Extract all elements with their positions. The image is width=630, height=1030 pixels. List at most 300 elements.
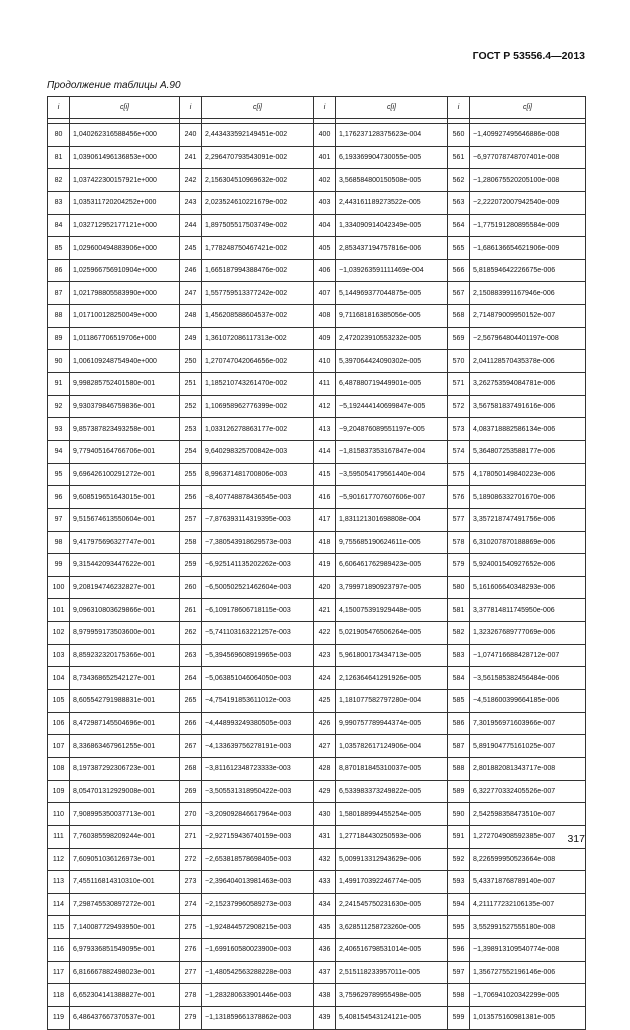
page-number: 317 — [567, 833, 585, 845]
coefficient-cell: −2,927159436740159e-003 — [202, 825, 314, 848]
index-cell: 417 — [314, 508, 336, 531]
coefficient-cell: 1,778248750467421e-002 — [202, 237, 314, 260]
index-cell: 279 — [180, 1006, 202, 1029]
index-cell: 586 — [448, 712, 470, 735]
table-row — [48, 418, 586, 441]
index-cell: 250 — [180, 350, 202, 373]
coefficient-cell: 3,377814811745950e-006 — [470, 599, 586, 622]
index-cell: 426 — [314, 712, 336, 735]
coefficient-cell: −3,561585382456484e-006 — [470, 667, 586, 690]
table-row — [48, 214, 586, 237]
coefficient-cell: 2,443161189273522e-005 — [336, 191, 448, 214]
coefficient-cell: 9,515674613550604e-001 — [70, 508, 180, 531]
index-cell: 590 — [448, 803, 470, 826]
coefficient-cell: 7,140087729493950e-001 — [70, 916, 180, 939]
coefficient-cell: 2,542598358473510e-007 — [470, 803, 586, 826]
index-cell: 581 — [448, 599, 470, 622]
index-cell: 563 — [448, 191, 470, 214]
coefficient-cell: 6,979336851549095e-001 — [70, 939, 180, 962]
coefficient-cell: −5,741103163221257e-003 — [202, 622, 314, 645]
table-row — [48, 508, 586, 531]
index-cell: 251 — [180, 373, 202, 396]
index-cell: 422 — [314, 622, 336, 645]
index-cell: 240 — [180, 124, 202, 147]
index-cell: 410 — [314, 350, 336, 373]
coefficient-cell: 9,696426100291272e-001 — [70, 463, 180, 486]
coefficient-cell: −6,977078748707401e-008 — [470, 146, 586, 169]
index-cell: 116 — [48, 939, 70, 962]
coefficient-cell: 1,021798805583990e+000 — [70, 282, 180, 305]
coefficient-cell: −4,133639756278191e-003 — [202, 735, 314, 758]
coefficient-cell: 5,397064424090302e-005 — [336, 350, 448, 373]
header-coefficient: c[i] — [202, 97, 314, 119]
index-cell: 561 — [448, 146, 470, 169]
table-row — [48, 961, 586, 984]
index-cell: 566 — [448, 259, 470, 282]
coefficient-cell: −3,595054179561440e-004 — [336, 463, 448, 486]
index-cell: 100 — [48, 576, 70, 599]
index-cell: 423 — [314, 644, 336, 667]
table-row — [48, 644, 586, 667]
index-cell: 248 — [180, 305, 202, 328]
coefficient-cell: 1,032712952177121e+000 — [70, 214, 180, 237]
index-cell: 263 — [180, 644, 202, 667]
coefficient-cell: 9,755685190624611e-005 — [336, 531, 448, 554]
index-cell: 99 — [48, 554, 70, 577]
index-cell: 598 — [448, 984, 470, 1007]
table-row — [48, 395, 586, 418]
index-cell: 560 — [448, 124, 470, 147]
header-index: i — [180, 97, 202, 119]
coefficient-cell: 1,006109248754940e+000 — [70, 350, 180, 373]
table-row — [48, 305, 586, 328]
coefficient-cell: 2,406516798531014e-005 — [336, 939, 448, 962]
coefficient-cell: 9,930379846759836e-001 — [70, 395, 180, 418]
table-row — [48, 757, 586, 780]
coefficient-cell: 1,665187994388476e-002 — [202, 259, 314, 282]
index-cell: 94 — [48, 440, 70, 463]
coefficient-cell: 1,580188994455254e-005 — [336, 803, 448, 826]
coefficient-cell: 2,472023910553232e-005 — [336, 327, 448, 350]
coefficient-cell: −1,039263591111469e-004 — [336, 259, 448, 282]
coefficient-cell: −1,699160580023900e-003 — [202, 939, 314, 962]
index-cell: 243 — [180, 191, 202, 214]
coefficient-cell: −1,409927495646886e-008 — [470, 124, 586, 147]
index-cell: 83 — [48, 191, 70, 214]
coefficient-cell: 2,041128570435378e-006 — [470, 350, 586, 373]
index-cell: 596 — [448, 939, 470, 962]
index-cell: 95 — [48, 463, 70, 486]
index-cell: 562 — [448, 169, 470, 192]
table-row — [48, 1006, 586, 1029]
index-cell: 570 — [448, 350, 470, 373]
index-cell: 267 — [180, 735, 202, 758]
table-caption: Продолжение таблицы А.90 — [47, 80, 181, 91]
table-row — [48, 803, 586, 826]
index-cell: 401 — [314, 146, 336, 169]
coefficient-cell: 2,515118233957011e-005 — [336, 961, 448, 984]
index-cell: 424 — [314, 667, 336, 690]
index-cell: 564 — [448, 214, 470, 237]
index-cell: 102 — [48, 622, 70, 645]
index-cell: 597 — [448, 961, 470, 984]
table-row — [48, 848, 586, 871]
coefficient-cell: 7,455116814310310e-001 — [70, 871, 180, 894]
coefficient-cell: −1,131859661378862e-003 — [202, 1006, 314, 1029]
index-cell: 105 — [48, 690, 70, 713]
index-cell: 408 — [314, 305, 336, 328]
coefficient-cell: −2,222072007942540e-009 — [470, 191, 586, 214]
index-cell: 572 — [448, 395, 470, 418]
index-cell: 115 — [48, 916, 70, 939]
coefficient-cell: 2,241545750231630e-005 — [336, 893, 448, 916]
header-index: i — [48, 97, 70, 119]
coefficient-cell: 5,433718768789140e-007 — [470, 871, 586, 894]
coefficient-cell: 1,033126278863177e-002 — [202, 418, 314, 441]
coefficient-cell: 7,298745530897272e-001 — [70, 893, 180, 916]
coefficient-cell: 1,039061496136853e+000 — [70, 146, 180, 169]
coefficient-cell: −2,152379960589273e-003 — [202, 893, 314, 916]
coefficient-cell: 5,144969377044875e-005 — [336, 282, 448, 305]
coefficient-cell: 7,301956971603966e-007 — [470, 712, 586, 735]
index-cell: 271 — [180, 825, 202, 848]
index-cell: 81 — [48, 146, 70, 169]
coefficient-cell: 1,185210743261470e-002 — [202, 373, 314, 396]
index-cell: 428 — [314, 757, 336, 780]
index-cell: 402 — [314, 169, 336, 192]
coefficient-cell: −3,209092846617964e-003 — [202, 803, 314, 826]
coefficient-cell: 2,156304510969632e-002 — [202, 169, 314, 192]
table-row — [48, 237, 586, 260]
coefficient-cell: 9,608519651643015e-001 — [70, 486, 180, 509]
coefficient-cell: −2,567964804401197e-008 — [470, 327, 586, 350]
index-cell: 242 — [180, 169, 202, 192]
index-cell: 88 — [48, 305, 70, 328]
index-cell: 241 — [180, 146, 202, 169]
coefficient-cell: 9,998285752401580e-001 — [70, 373, 180, 396]
index-cell: 584 — [448, 667, 470, 690]
coefficient-cell: 1,277184430250593e-006 — [336, 825, 448, 848]
index-cell: 432 — [314, 848, 336, 871]
index-cell: 404 — [314, 214, 336, 237]
table-row — [48, 373, 586, 396]
coefficient-cell: −1,706941020342299e-005 — [470, 984, 586, 1007]
coefficient-cell: 9,417975696327747e-001 — [70, 531, 180, 554]
coefficient-cell: 6,193369904730055e-005 — [336, 146, 448, 169]
table-row — [48, 599, 586, 622]
coefficient-cell: −6,109178606718115e-003 — [202, 599, 314, 622]
index-cell: 85 — [48, 237, 70, 260]
index-cell: 576 — [448, 486, 470, 509]
coefficient-cell: 4,178050149840223e-006 — [470, 463, 586, 486]
index-cell: 260 — [180, 576, 202, 599]
coefficient-cell: 5,924001540927652e-006 — [470, 554, 586, 577]
coefficient-cell: 8,197387292306723e-001 — [70, 757, 180, 780]
index-cell: 565 — [448, 237, 470, 260]
index-cell: 252 — [180, 395, 202, 418]
coefficient-cell: 9,857387823493258e-001 — [70, 418, 180, 441]
index-cell: 113 — [48, 871, 70, 894]
index-cell: 591 — [448, 825, 470, 848]
index-cell: 414 — [314, 440, 336, 463]
coefficient-cell: −2,396404013981463e-003 — [202, 871, 314, 894]
table-row — [48, 169, 586, 192]
index-cell: 400 — [314, 124, 336, 147]
coefficient-cell: −1,280675520205100e-008 — [470, 169, 586, 192]
index-cell: 412 — [314, 395, 336, 418]
coefficient-cell: 5,961800173434713e-005 — [336, 644, 448, 667]
index-cell: 82 — [48, 169, 70, 192]
coefficient-cell: −5,394569608919965e-003 — [202, 644, 314, 667]
coefficient-cell: 2,023524610221679e-002 — [202, 191, 314, 214]
coefficient-cell: 1,025966756910904e+000 — [70, 259, 180, 282]
coefficient-cell: −8,407748878436545e-003 — [202, 486, 314, 509]
index-cell: 108 — [48, 757, 70, 780]
coefficient-cell: 8,054701312929008e-001 — [70, 780, 180, 803]
index-cell: 278 — [180, 984, 202, 1007]
header-index: i — [314, 97, 336, 119]
coefficient-cell: 5,021905476506264e-005 — [336, 622, 448, 645]
table-row — [48, 146, 586, 169]
coefficient-cell: 1,831121301698808e-004 — [336, 508, 448, 531]
index-cell: 86 — [48, 259, 70, 282]
coefficient-cell: 5,818594642226675e-006 — [470, 259, 586, 282]
coefficient-cell: −1,815837353167847e-004 — [336, 440, 448, 463]
coefficient-cell: −5,901617707607606e-007 — [336, 486, 448, 509]
coefficient-cell: 1,040262316588456e+000 — [70, 124, 180, 147]
coefficient-cell: −1,686136654621906e-009 — [470, 237, 586, 260]
index-cell: 272 — [180, 848, 202, 871]
coefficient-cell: 1,011867706519706e+000 — [70, 327, 180, 350]
coefficient-cell: 9,990757789944374e-005 — [336, 712, 448, 735]
coefficient-cell: 2,801882081343717e-008 — [470, 757, 586, 780]
index-cell: 244 — [180, 214, 202, 237]
header-index: i — [448, 97, 470, 119]
coefficient-cell: −4,448993249380505e-003 — [202, 712, 314, 735]
coefficient-cell: −1,074716688428712e-007 — [470, 644, 586, 667]
coefficient-cell: 9,640298325700842e-003 — [202, 440, 314, 463]
index-cell: 277 — [180, 961, 202, 984]
index-cell: 275 — [180, 916, 202, 939]
index-cell: 438 — [314, 984, 336, 1007]
coefficient-cell: 4,083718882586134e-006 — [470, 418, 586, 441]
index-cell: 92 — [48, 395, 70, 418]
index-cell: 434 — [314, 893, 336, 916]
index-cell: 577 — [448, 508, 470, 531]
index-cell: 407 — [314, 282, 336, 305]
index-cell: 421 — [314, 599, 336, 622]
header-coefficient: c[i] — [470, 97, 586, 119]
index-cell: 435 — [314, 916, 336, 939]
coefficient-cell: 1,176237128375623e-004 — [336, 124, 448, 147]
coefficient-cell: 9,779405164766706e-001 — [70, 440, 180, 463]
index-cell: 270 — [180, 803, 202, 826]
index-cell: 249 — [180, 327, 202, 350]
index-cell: 109 — [48, 780, 70, 803]
index-cell: 575 — [448, 463, 470, 486]
index-cell: 419 — [314, 554, 336, 577]
table-row — [48, 531, 586, 554]
index-cell: 583 — [448, 644, 470, 667]
coefficient-cell: 6,310207870188869e-006 — [470, 531, 586, 554]
coefficient-cell: 9,315442093447622e-001 — [70, 554, 180, 577]
header-coefficient: c[i] — [70, 97, 180, 119]
coefficient-cell: 7,609051036126973e-001 — [70, 848, 180, 871]
index-cell: 589 — [448, 780, 470, 803]
index-cell: 405 — [314, 237, 336, 260]
index-cell: 269 — [180, 780, 202, 803]
coefficient-cell: 3,568584800150508e-005 — [336, 169, 448, 192]
coefficient-cell: −1,924844572908215e-003 — [202, 916, 314, 939]
coefficient-cell: 1,037422300157921e+000 — [70, 169, 180, 192]
index-cell: 257 — [180, 508, 202, 531]
coefficient-cell: 5,891904775161025e-007 — [470, 735, 586, 758]
coefficient-cell: 1,499170392246774e-005 — [336, 871, 448, 894]
header-coefficient: c[i] — [336, 97, 448, 119]
index-cell: 259 — [180, 554, 202, 577]
index-cell: 261 — [180, 599, 202, 622]
index-cell: 103 — [48, 644, 70, 667]
coefficient-cell: 7,908995350037713e-001 — [70, 803, 180, 826]
index-cell: 265 — [180, 690, 202, 713]
coefficient-cell: 2,443433592149451e-002 — [202, 124, 314, 147]
index-cell: 80 — [48, 124, 70, 147]
index-cell: 119 — [48, 1006, 70, 1029]
coefficient-cell: 3,262753594084781e-006 — [470, 373, 586, 396]
coefficient-cell: 3,552991527555180e-008 — [470, 916, 586, 939]
index-cell: 101 — [48, 599, 70, 622]
index-cell: 90 — [48, 350, 70, 373]
index-cell: 415 — [314, 463, 336, 486]
table-row — [48, 554, 586, 577]
table-row — [48, 825, 586, 848]
table-row — [48, 622, 586, 645]
index-cell: 262 — [180, 622, 202, 645]
index-cell: 574 — [448, 440, 470, 463]
coefficient-cell: 1,557759513377242e-002 — [202, 282, 314, 305]
coefficient-cell: 5,009913312943629e-006 — [336, 848, 448, 871]
index-cell: 573 — [448, 418, 470, 441]
table-row — [48, 259, 586, 282]
coefficient-cell: 1,035311720204252e+000 — [70, 191, 180, 214]
coefficient-cell: 1,897505517503749e-002 — [202, 214, 314, 237]
table-row — [48, 871, 586, 894]
index-cell: 111 — [48, 825, 70, 848]
coefficient-cell: −7,380543918629573e-003 — [202, 531, 314, 554]
index-cell: 97 — [48, 508, 70, 531]
table-row — [48, 667, 586, 690]
coefficient-cell: −9,204876089551197e-005 — [336, 418, 448, 441]
coefficient-cell: 3,567581837491616e-006 — [470, 395, 586, 418]
coefficient-cell: 1,029600494883906e+000 — [70, 237, 180, 260]
index-cell: 117 — [48, 961, 70, 984]
index-cell: 587 — [448, 735, 470, 758]
coefficient-cell: 2,714879009950152e-007 — [470, 305, 586, 328]
coefficient-cell: 5,189086332701670e-006 — [470, 486, 586, 509]
coefficient-cell: 9,711681816385056e-005 — [336, 305, 448, 328]
coefficient-cell: 2,296470793543091e-002 — [202, 146, 314, 169]
coefficient-cell: 1,361072086117313e-002 — [202, 327, 314, 350]
index-cell: 246 — [180, 259, 202, 282]
coefficient-cell: 3,759629789955498e-005 — [336, 984, 448, 1007]
coefficient-cell: 7,760385598209244e-001 — [70, 825, 180, 848]
coefficient-cell: 1,017100128250049e+000 — [70, 305, 180, 328]
coefficient-cell: 6,606461762989423e-005 — [336, 554, 448, 577]
coefficient-cell: −7,876393114319395e-003 — [202, 508, 314, 531]
index-cell: 89 — [48, 327, 70, 350]
index-cell: 110 — [48, 803, 70, 826]
coefficient-cell: 6,816667882498023e-001 — [70, 961, 180, 984]
index-cell: 411 — [314, 373, 336, 396]
coefficient-cell: −3,811612348723333e-003 — [202, 757, 314, 780]
index-cell: 91 — [48, 373, 70, 396]
coefficient-cell: 3,628511258723260e-005 — [336, 916, 448, 939]
index-cell: 427 — [314, 735, 336, 758]
coefficient-cell: −6,500502521462604e-003 — [202, 576, 314, 599]
index-cell: 430 — [314, 803, 336, 826]
index-cell: 409 — [314, 327, 336, 350]
index-cell: 406 — [314, 259, 336, 282]
index-cell: 84 — [48, 214, 70, 237]
index-cell: 247 — [180, 282, 202, 305]
index-cell: 96 — [48, 486, 70, 509]
index-cell: 580 — [448, 576, 470, 599]
table-row — [48, 350, 586, 373]
index-cell: 255 — [180, 463, 202, 486]
coefficients-table — [47, 96, 586, 1030]
coefficient-cell: 6,486437667370537e-001 — [70, 1006, 180, 1029]
coefficient-cell: 8,472987145504696e-001 — [70, 712, 180, 735]
coefficient-cell: 4,150075391929448e-005 — [336, 599, 448, 622]
index-cell: 266 — [180, 712, 202, 735]
coefficient-cell: 2,853437194757816e-006 — [336, 237, 448, 260]
index-cell: 433 — [314, 871, 336, 894]
index-cell: 403 — [314, 191, 336, 214]
table-row — [48, 327, 586, 350]
coefficient-cell: 8,859232320175366e-001 — [70, 644, 180, 667]
index-cell: 578 — [448, 531, 470, 554]
coefficient-cell: 3,799971890923797e-005 — [336, 576, 448, 599]
index-cell: 588 — [448, 757, 470, 780]
index-cell: 245 — [180, 237, 202, 260]
index-cell: 98 — [48, 531, 70, 554]
coefficient-cell: 1,272704908592385e-007 — [470, 825, 586, 848]
coefficient-cell: 9,096310803629866e-001 — [70, 599, 180, 622]
coefficient-cell: 8,336863467961255e-001 — [70, 735, 180, 758]
index-cell: 106 — [48, 712, 70, 735]
coefficient-cell: 4,211177232106135e-007 — [470, 893, 586, 916]
coefficient-cell: 5,161606640348293e-006 — [470, 576, 586, 599]
coefficient-cell: −1,775191280895584e-009 — [470, 214, 586, 237]
table-row — [48, 440, 586, 463]
coefficient-cell: 1,035782617124906e-004 — [336, 735, 448, 758]
table-row — [48, 690, 586, 713]
index-cell: 416 — [314, 486, 336, 509]
index-cell: 567 — [448, 282, 470, 305]
coefficient-cell: 8,226599950523664e-008 — [470, 848, 586, 871]
index-cell: 582 — [448, 622, 470, 645]
coefficient-cell: 6,322770332405526e-007 — [470, 780, 586, 803]
table-row — [48, 712, 586, 735]
coefficient-cell: 5,364807253588177e-006 — [470, 440, 586, 463]
index-cell: 273 — [180, 871, 202, 894]
index-cell: 274 — [180, 893, 202, 916]
table-row — [48, 486, 586, 509]
table-row — [48, 124, 586, 147]
index-cell: 268 — [180, 757, 202, 780]
coefficient-cell: −1,283280633901446e-003 — [202, 984, 314, 1007]
index-cell: 436 — [314, 939, 336, 962]
